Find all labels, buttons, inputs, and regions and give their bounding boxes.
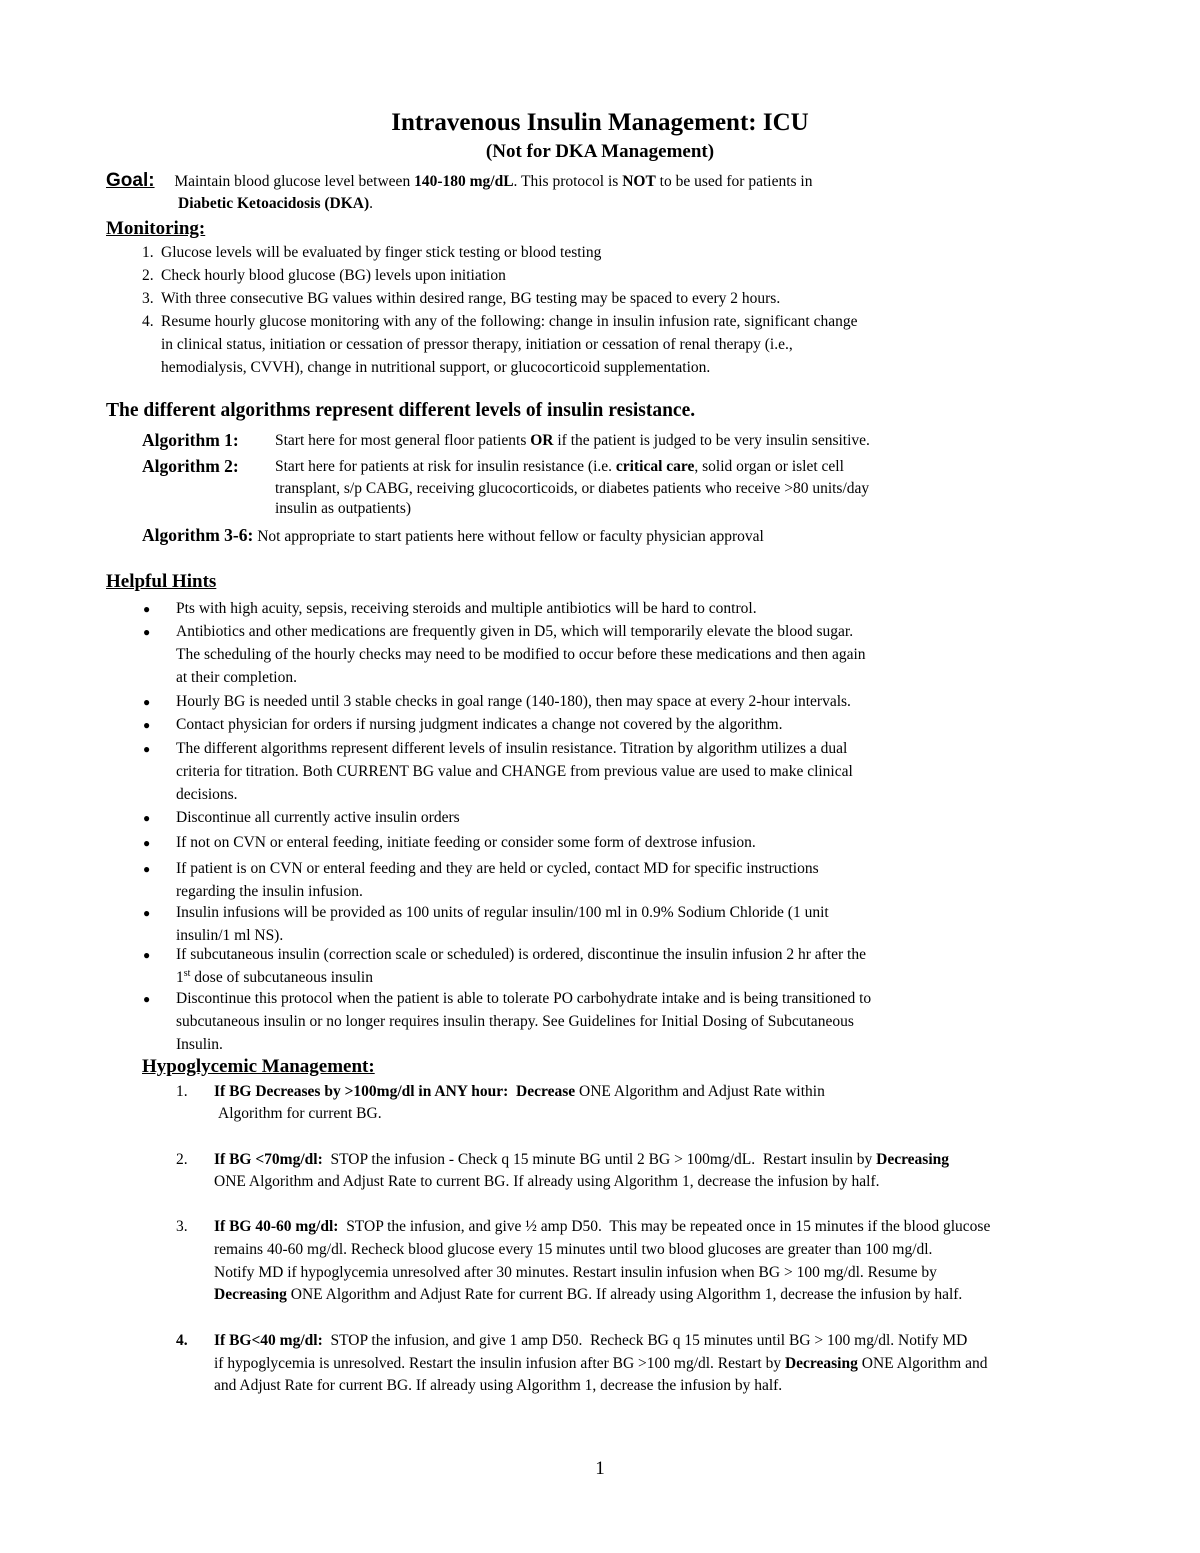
goal-line-2 (178, 193, 373, 216)
hint-text: Discontinue this protocol when the patient is able to tolerate PO carbohydrate intake and is being transitioned to (176, 990, 872, 1007)
hint-text: criteria for titration. Both CURRENT BG value and CHANGE from previous value are used to make clinical (176, 763, 853, 780)
monitoring-item-text: With three consecutive BG values within desired range, BG testing may be spaced to every 2 hours. (161, 290, 781, 307)
algorithm-2-text-3: insulin as outpatients) (275, 500, 412, 517)
goal-text-d: . (369, 195, 374, 212)
hypo-item-4-number: 4. (176, 1332, 188, 1349)
goal-text-b: . This protocol is (513, 173, 623, 190)
hint-text: The different algorithms represent different levels of insulin resistance. Titration by algorithm utilizes a dual (176, 740, 848, 757)
document-subtitle: (Not for DKA Management) (485, 141, 715, 162)
monitoring-item-number: 1. (142, 244, 154, 261)
bullet-icon: ● (143, 811, 151, 825)
hint-text: Pts with high acuity, sepsis, receiving steroids and multiple antibiotics will be hard to control. (176, 600, 757, 617)
hypo-heading: Hypoglycemic Management: (142, 1056, 375, 1077)
hint-text: at their completion. (176, 669, 297, 686)
hypo-item-3-line-2: remains 40-60 mg/dl. Recheck blood glucose every 15 minutes until two blood glucoses are greater than 100 mg/dl. (214, 1241, 933, 1258)
goal-text-a: Maintain blood glucose level between (174, 173, 415, 190)
bullet-icon: ● (143, 695, 151, 709)
hypo-item-2-line-2: ONE Algorithm and Adjust Rate to current BG. If already using Algorithm 1, decrease the infusion by half. (214, 1173, 880, 1190)
monitoring-item-text: Check hourly blood glucose (BG) levels upon initiation (161, 267, 506, 284)
hint-text: The scheduling of the hourly checks may need to be modified to occur before these medications and then again (176, 646, 866, 663)
hypo-item-1-line-1: If BG Decreases by >100mg/dl in ANY hour: Decrease ONE Algorithm and Adjust Rate within (214, 1083, 825, 1100)
hint-text: If patient is on CVN or enteral feeding and they are held or cycled, contact MD for specific instructions (176, 860, 819, 877)
hypo-item-4-line-3: and Adjust Rate for current BG. If already using Algorithm 1, decrease the infusion by half. (214, 1377, 783, 1394)
hint-text: If not on CVN or enteral feeding, initiate feeding or consider some form of dextrose infusion. (176, 834, 756, 851)
hint-text: insulin/1 ml NS). (176, 927, 284, 944)
monitoring-item-text: hemodialysis, CVVH), change in nutritional support, or glucocorticoid supplementation. (161, 359, 711, 376)
hints-heading: Helpful Hints (106, 571, 217, 592)
bullet-icon: ● (143, 625, 151, 639)
monitoring-item-text: in clinical status, initiation or cessation of pressor therapy, initiation or cessation of renal therapy (i.e., (161, 336, 793, 353)
algorithms-heading: The different algorithms represent different levels of insulin resistance. (106, 400, 696, 421)
algorithm-2-text-2: transplant, s/p CABG, receiving glucocorticoids, or diabetes patients who receive >80 units/day (275, 480, 870, 497)
algorithm-2-text-1: Start here for patients at risk for insulin resistance (i.e. critical care, solid organ or islet cell (275, 458, 844, 475)
monitoring-item-text: Resume hourly glucose monitoring with any of the following: change in insulin infusion rate, significant change (161, 313, 858, 330)
bullet-icon: ● (143, 862, 151, 876)
hypo-item-1-line-2: Algorithm for current BG. (218, 1105, 382, 1122)
monitoring-item-number: 3. (142, 290, 154, 307)
hint-text: If subcutaneous insulin (correction scale or scheduled) is ordered, discontinue the insulin infusion 2 hr after the (176, 946, 866, 963)
bullet-icon: ● (143, 906, 151, 920)
bullet-icon: ● (143, 602, 151, 616)
hint-text: subcutaneous insulin or no longer requires insulin therapy. See Guidelines for Initial Dosing of Subcutaneous (176, 1013, 854, 1030)
monitoring-item-text: Glucose levels will be evaluated by finger stick testing or blood testing (161, 244, 602, 261)
hint-text: regarding the insulin infusion. (176, 883, 363, 900)
monitoring-item-number: 4. (142, 313, 154, 330)
bullet-icon: ● (143, 742, 151, 756)
bullet-icon: ● (143, 718, 151, 732)
bullet-icon: ● (143, 836, 151, 850)
hint-text: decisions. (176, 786, 238, 803)
hypo-item-2-line-1: If BG <70mg/dl: STOP the infusion - Check q 15 minute BG until 2 BG > 100mg/dL. Restart insulin by Decreasing (214, 1151, 950, 1168)
hypo-item-1-number: 1. (176, 1083, 188, 1100)
hint-text: Discontinue all currently active insulin orders (176, 809, 460, 826)
hypo-item-3-line-1: If BG 40-60 mg/dl: STOP the infusion, and give ½ amp D50. This may be repeated once in 15 minutes if the blood glucose (214, 1218, 991, 1235)
algorithm-3-6-line: Algorithm 3-6: Not appropriate to start patients here without fellow or faculty physician approval (142, 525, 764, 545)
goal-not: NOT (622, 173, 656, 190)
algorithm-2-label: Algorithm 2: (142, 456, 239, 476)
monitoring-heading: Monitoring: (106, 218, 206, 239)
algorithm-1-label: Algorithm 1: (142, 430, 239, 450)
bullet-icon: ● (143, 948, 151, 962)
hypo-item-2-number: 2. (176, 1151, 188, 1168)
document-title: Intravenous Insulin Management: ICU (391, 109, 809, 136)
bullet-icon: ● (143, 992, 151, 1006)
hint-text: Antibiotics and other medications are frequently given in D5, which will temporarily elevate the blood sugar. (176, 623, 854, 640)
hint-text: Insulin infusions will be provided as 100 units of regular insulin/100 ml in 0.9% Sodium Chloride (1 unit (176, 904, 829, 921)
hint-text: 1st dose of subcutaneous insulin (176, 967, 373, 986)
goal-heading: Goal: (106, 170, 155, 191)
hypo-item-3-line-3: Notify MD if hypoglycemia unresolved after 30 minutes. Restart insulin infusion when BG > 100 mg/dl. Resume by (214, 1264, 937, 1281)
hint-text: Insulin. (176, 1036, 223, 1053)
goal-range: 140-180 mg/dL (414, 173, 514, 190)
hypo-item-4-line-2: if hypoglycemia is unresolved. Restart the insulin infusion after BG >100 mg/dl. Restart by Decreasing ONE Algorithm and (214, 1355, 988, 1372)
goal-line-1 (106, 170, 813, 194)
goal-dka: Diabetic Ketoacidosis (DKA) (178, 195, 370, 212)
goal-text-c: to be used for patients in (655, 173, 813, 190)
monitoring-item-number: 2. (142, 267, 154, 284)
hypo-item-3-number: 3. (176, 1218, 188, 1235)
algorithm-1-text: Start here for most general floor patients OR if the patient is judged to be very insulin sensitive. (275, 432, 870, 449)
hint-text: Contact physician for orders if nursing judgment indicates a change not covered by the algorithm. (176, 716, 783, 733)
hypo-item-3-line-4: Decreasing ONE Algorithm and Adjust Rate for current BG. If already using Algorithm 1, decrease the infusion by half. (214, 1286, 963, 1303)
page-number: 1 (595, 1458, 605, 1479)
hint-text: Hourly BG is needed until 3 stable checks in goal range (140-180), then may space at every 2-hour intervals. (176, 693, 851, 710)
hypo-item-4-line-1: If BG<40 mg/dl: STOP the infusion, and give 1 amp D50. Recheck BG q 15 minutes until BG > 100 mg/dl. Notify MD (214, 1332, 968, 1349)
